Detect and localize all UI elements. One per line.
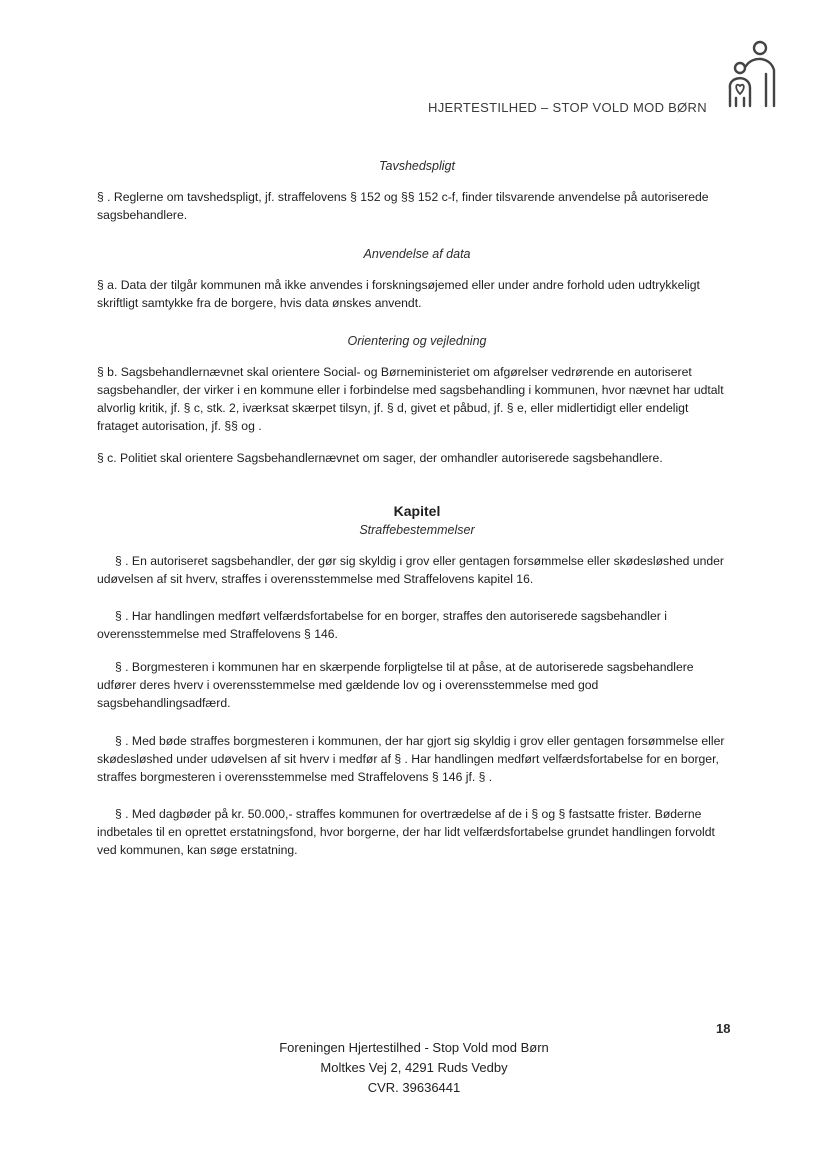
paragraph: § c. Politiet skal orientere Sagsbehandlernævnet om sager, der omhandler autoriserede sagsbehandlere. — [97, 451, 663, 465]
footer-cvr: CVR. 39636441 — [367, 1080, 461, 1095]
chapter-title: Kapitel — [393, 503, 441, 519]
section-heading-orientering-og-vejledning: Orientering og vejledning — [347, 334, 487, 348]
chapter-subtitle: Straffebestemmelser — [359, 523, 475, 537]
paragraph: § . Borgmesteren i kommunen har en skærpende forpligtelse til at påse, at de autoriserede sagsbehandlere udfører deres hverv i overensstemmelse med gældende lov og i overensstemmelse med god sagsbehandlingsadfærd. — [97, 660, 694, 710]
footer-address: Moltkes Vej 2, 4291 Ruds Vedby — [320, 1060, 508, 1075]
footer-organization: Foreningen Hjertestilhed - Stop Vold mod Børn — [279, 1040, 549, 1055]
paragraph: § . En autoriseret sagsbehandler, der gør sig skyldig i grov eller gentagen forsømmelse eller skødesløshed under udøvelsen af sit hverv, straffes i overensstemmelse med Straffelovens kapitel 16. — [97, 554, 724, 586]
paragraph: § . Med dagbøder på kr. 50.000,- straffes kommunen for overtrædelse af de i § og § fastsatte frister. Bøderne indbetales til en oprettet erstatningsfond, hvor borgerne, der har lidt velfærdsfortabelse grundet handlingen forvoldt ved kommunen, kan søge erstatning. — [97, 807, 715, 857]
family-heart-logo-icon — [716, 36, 782, 120]
section-heading-tavshedspligt: Tavshedspligt — [379, 159, 455, 173]
paragraph: § b. Sagsbehandlernævnet skal orientere Social- og Børneministeriet om afgørelser vedrørende en autoriseret sagsbehandler, der virker i en kommune eller i forbindelse med sagsbehandling i kommunen, hvor nævnet har udtalt alvorlig kritik, jf. § c, stk. 2, iværksat skærpet tilsyn, jf. § d, givet et påbud, jf. § e, eller midlertidigt eller endeligt frataget autorisation, jf. §§ og . — [97, 365, 724, 433]
page-number: 18 — [716, 1021, 731, 1036]
header-title: HJERTESTILHED – STOP VOLD MOD BØRN — [428, 100, 707, 115]
paragraph: § a. Data der tilgår kommunen må ikke anvendes i forskningsøjemed eller under andre forhold uden udtrykkeligt skriftligt samtykke fra de borgere, hvis data ønskes anvendt. — [97, 278, 700, 310]
paragraph: § . Har handlingen medført velfærdsfortabelse for en borger, straffes den autoriserede sagsbehandler i overensstemmelse med Straffelovens § 146. — [97, 609, 667, 641]
footer — [0, 1038, 828, 1098]
section-heading-anvendelse-af-data: Anvendelse af data — [363, 247, 471, 261]
paragraph: § . Med bøde straffes borgmesteren i kommunen, der har gjort sig skyldig i grov eller gentagen forsømmelse eller skødesløshed under udøvelsen af sit hverv i medfør af § . Har handlingen medført velfærdsfortabelse for en borger, straffes borgmesteren i overensstemmelse med Straffelovens § 146 jf. § . — [97, 734, 725, 784]
paragraph: § . Reglerne om tavshedspligt, jf. straffelovens § 152 og §§ 152 c-f, finder tilsvarende anvendelse på autoriserede sagsbehandlere. — [97, 190, 709, 222]
